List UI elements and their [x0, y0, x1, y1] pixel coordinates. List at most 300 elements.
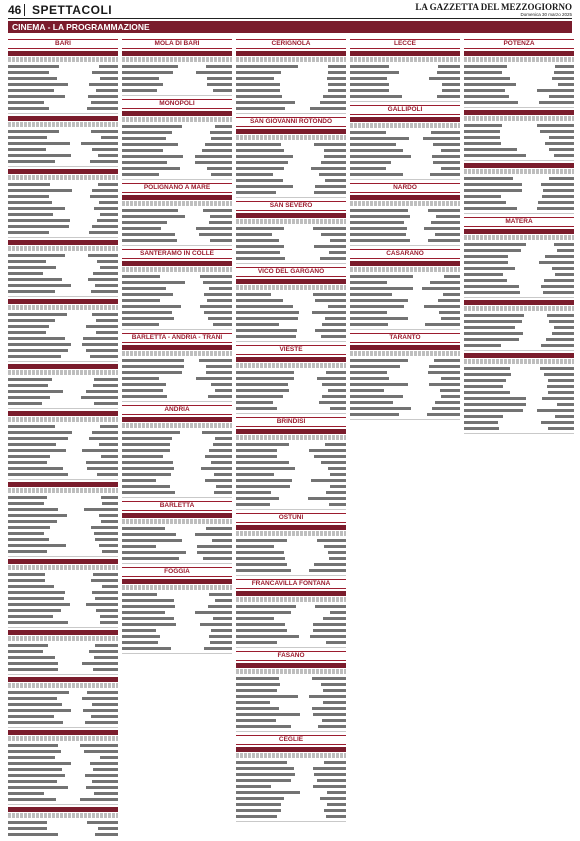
city-heading: MATERA — [464, 217, 574, 227]
showtimes — [444, 275, 460, 278]
showtimes — [547, 385, 574, 388]
film-title — [8, 750, 61, 753]
divider — [8, 804, 118, 805]
cinema-address — [464, 116, 574, 121]
showtime-row — [8, 720, 118, 725]
divider — [8, 113, 118, 114]
divider — [8, 627, 118, 628]
film-title — [236, 797, 284, 800]
divider — [122, 563, 232, 564]
showtime-row — [8, 135, 118, 140]
film-title — [8, 833, 58, 836]
film-title — [122, 155, 183, 158]
showtimes — [329, 557, 346, 560]
showtimes — [95, 284, 118, 287]
city-heading: FRANCAVILLA FONTANA — [236, 579, 346, 589]
film-title — [122, 647, 171, 650]
showtimes — [317, 377, 346, 380]
cinema-address — [8, 175, 118, 180]
showtimes — [325, 443, 346, 446]
showtime-row — [236, 172, 346, 177]
showtimes — [424, 227, 460, 230]
film-title — [464, 201, 506, 204]
showtimes — [549, 177, 574, 180]
showtimes — [313, 767, 346, 770]
film-title — [236, 491, 271, 494]
divider — [8, 237, 118, 238]
showtimes — [94, 378, 118, 381]
showtimes — [89, 83, 118, 86]
showtime-row — [8, 649, 118, 654]
showtimes — [213, 89, 232, 92]
divider — [236, 509, 346, 510]
showtime-row — [122, 280, 232, 285]
showtime-row — [8, 460, 118, 465]
film-title — [122, 287, 166, 290]
showtime-row — [122, 172, 232, 177]
film-title — [8, 538, 49, 541]
film-title — [464, 101, 518, 104]
showtime-row — [464, 325, 574, 330]
showtimes — [99, 443, 118, 446]
cinema-address — [464, 306, 574, 311]
showtimes — [86, 461, 118, 464]
showtimes — [208, 605, 232, 608]
showtimes — [311, 167, 346, 170]
film-title — [464, 267, 515, 270]
showtimes — [92, 71, 118, 74]
film-title — [236, 191, 276, 194]
showtimes — [93, 768, 118, 771]
showtimes — [203, 557, 232, 560]
showtime-row — [464, 420, 574, 425]
cinema-name-bar — [350, 117, 460, 122]
film-title — [8, 526, 50, 529]
showtime-row — [122, 124, 232, 129]
film-title — [122, 383, 166, 386]
showtimes — [212, 539, 232, 542]
showtime-row — [8, 194, 118, 199]
showtime-row — [8, 749, 118, 754]
showtimes — [423, 137, 460, 140]
divider — [236, 731, 346, 732]
showtimes — [195, 155, 232, 158]
showtime-row — [464, 194, 574, 199]
showtimes — [206, 527, 232, 530]
showtime-row — [8, 159, 118, 164]
divider — [8, 361, 118, 362]
showtime-row — [8, 94, 118, 99]
divider — [236, 413, 346, 414]
showtime-row — [8, 820, 118, 825]
film-title — [236, 401, 273, 404]
showtime-row — [236, 484, 346, 489]
film-title — [8, 550, 47, 553]
cinema-address — [464, 169, 574, 174]
divider — [464, 350, 574, 351]
cinema-address — [236, 57, 346, 62]
film-title — [236, 161, 288, 164]
film-title — [464, 367, 510, 370]
showtime-row — [8, 318, 118, 323]
showtimes — [328, 305, 346, 308]
showtimes — [315, 605, 346, 608]
showtime-row — [8, 643, 118, 648]
showtimes — [211, 383, 232, 386]
showtimes — [96, 319, 118, 322]
film-title — [350, 389, 384, 392]
film-title — [122, 539, 182, 542]
showtimes — [441, 377, 460, 380]
film-title — [122, 593, 157, 596]
film-title — [236, 167, 284, 170]
showtime-row — [236, 724, 346, 729]
showtimes — [83, 337, 118, 340]
listing-column — [350, 36, 460, 836]
film-title — [464, 136, 500, 139]
film-title — [236, 233, 272, 236]
showtimes — [322, 383, 346, 386]
film-title — [122, 317, 174, 320]
showtimes — [548, 427, 574, 430]
showtime-row — [236, 292, 346, 297]
city-heading: CASARANO — [350, 249, 460, 259]
film-title — [8, 821, 47, 824]
showtimes — [328, 467, 346, 470]
cinema-address — [8, 305, 118, 310]
showtime-row — [350, 310, 460, 315]
showtimes — [86, 349, 118, 352]
showtimes — [427, 413, 460, 416]
film-title — [8, 544, 66, 547]
showtimes — [554, 243, 574, 246]
showtimes — [101, 455, 118, 458]
showtime-row — [236, 94, 346, 99]
showtime-row — [236, 154, 346, 159]
cinema-name-bar — [8, 807, 118, 812]
film-title — [8, 195, 49, 198]
cinema-name-bar — [122, 417, 232, 422]
showtime-row — [236, 400, 346, 405]
showtimes — [309, 695, 346, 698]
showtime-row — [236, 490, 346, 495]
cinema-address — [122, 519, 232, 524]
showtimes — [328, 89, 346, 92]
showtimes — [312, 311, 346, 314]
showtimes — [91, 715, 118, 718]
showtimes — [549, 95, 574, 98]
showtime-row — [236, 64, 346, 69]
showtime-row — [8, 537, 118, 542]
showtimes — [94, 532, 118, 535]
cinema-address — [8, 736, 118, 741]
film-title — [122, 275, 160, 278]
showtimes — [86, 390, 118, 393]
cinema-name-bar — [8, 169, 118, 174]
showtime-row — [236, 82, 346, 87]
cinema-name-bar — [236, 663, 346, 668]
cinema-address — [8, 636, 118, 641]
divider — [236, 821, 346, 822]
cinema-name-bar — [122, 345, 232, 350]
showtime-row — [236, 166, 346, 171]
divider — [464, 160, 574, 161]
showtimes — [325, 317, 346, 320]
showtimes — [92, 148, 118, 151]
showtime-row — [122, 604, 232, 609]
showtimes — [443, 293, 460, 296]
showtimes — [215, 389, 232, 392]
showtimes — [545, 255, 574, 258]
showtime-row — [122, 88, 232, 93]
showtime-row — [350, 382, 460, 387]
showtime-row — [8, 466, 118, 471]
showtime-row — [122, 478, 232, 483]
showtimes — [95, 833, 118, 836]
film-title — [236, 461, 289, 464]
film-title — [8, 792, 44, 795]
film-title — [8, 213, 53, 216]
showtimes — [321, 335, 346, 338]
showtimes — [87, 821, 118, 824]
showtimes — [87, 467, 118, 470]
film-title — [8, 83, 68, 86]
film-title — [122, 455, 163, 458]
showtimes — [326, 371, 346, 374]
showtimes — [329, 503, 346, 506]
showtime-row — [8, 442, 118, 447]
film-title — [350, 173, 403, 176]
showtimes — [434, 359, 460, 362]
film-title — [236, 83, 280, 86]
cinema-name-bar — [236, 51, 346, 56]
cinema-address — [8, 122, 118, 127]
film-title — [236, 707, 279, 710]
showtime-row — [236, 688, 346, 693]
film-title — [8, 225, 69, 228]
showtimes — [93, 573, 118, 576]
showtime-row — [8, 88, 118, 93]
showtimes — [200, 623, 232, 626]
showtime-row — [8, 661, 118, 666]
film-title — [122, 605, 175, 608]
showtimes — [199, 359, 232, 362]
showtimes — [91, 101, 118, 104]
divider — [464, 107, 574, 108]
film-title — [236, 305, 293, 308]
cinema-name-bar — [8, 482, 118, 487]
film-title — [350, 281, 387, 284]
showtimes — [92, 431, 118, 434]
film-title — [8, 107, 49, 110]
showtime-row — [350, 388, 460, 393]
showtime-row — [236, 442, 346, 447]
showtimes — [552, 332, 574, 335]
showtime-row — [350, 166, 460, 171]
showtimes — [215, 125, 232, 128]
film-title — [350, 323, 388, 326]
showtimes — [97, 260, 118, 263]
film-title — [464, 273, 503, 276]
showtimes — [205, 143, 232, 146]
film-title — [8, 715, 54, 718]
city-heading: FASANO — [236, 651, 346, 661]
showtime-row — [350, 208, 460, 213]
film-title — [8, 189, 72, 192]
showtime-row — [350, 394, 460, 399]
cinema-name-bar — [8, 51, 118, 56]
showtime-row — [464, 153, 574, 158]
showtime-row — [122, 466, 232, 471]
showtime-row — [8, 206, 118, 211]
film-title — [122, 233, 175, 236]
film-title — [8, 272, 43, 275]
page-header — [8, 2, 572, 19]
showtimes — [541, 344, 574, 347]
film-title — [8, 130, 59, 133]
divider — [122, 95, 232, 96]
showtime-row — [122, 142, 232, 147]
showtimes — [548, 391, 574, 394]
film-title — [8, 656, 55, 659]
showtime-row — [122, 634, 232, 639]
showtime-row — [236, 640, 346, 645]
film-title — [350, 143, 396, 146]
showtime-row — [122, 376, 232, 381]
film-title — [122, 533, 176, 536]
film-title — [464, 391, 510, 394]
showtime-row — [8, 188, 118, 193]
film-title — [236, 299, 283, 302]
showtimes — [328, 389, 346, 392]
cinema-address — [350, 123, 460, 128]
film-title — [236, 713, 300, 716]
film-title — [236, 773, 295, 776]
film-title — [464, 255, 508, 258]
film-title — [8, 89, 54, 92]
showtimes — [543, 189, 574, 192]
film-title — [122, 173, 159, 176]
showtime-row — [350, 298, 460, 303]
film-title — [350, 65, 389, 68]
showtimes — [87, 691, 118, 694]
showtime-row — [236, 106, 346, 111]
showtimes — [211, 173, 232, 176]
showtimes — [315, 299, 346, 302]
film-title — [122, 83, 163, 86]
showtime-row — [8, 785, 118, 790]
showtime-row — [350, 322, 460, 327]
showtimes — [97, 219, 118, 222]
showtime-row — [236, 562, 346, 567]
cinema-name-bar — [8, 240, 118, 245]
film-title — [122, 131, 172, 134]
city-heading: SANTERAMO IN COLLE — [122, 249, 232, 259]
showtime-row — [464, 366, 574, 371]
showtimes — [206, 65, 232, 68]
showtime-row — [122, 286, 232, 291]
film-title — [122, 149, 163, 152]
film-title — [236, 497, 279, 500]
showtime-row — [236, 604, 346, 609]
city-heading: BARLETTA — [122, 501, 232, 511]
showtimes — [537, 409, 574, 412]
film-title — [8, 579, 45, 582]
showtimes — [429, 77, 460, 80]
showtime-row — [8, 655, 118, 660]
showtime-row — [350, 238, 460, 243]
showtime-row — [236, 328, 346, 333]
showtimes — [85, 774, 118, 777]
film-title — [236, 329, 297, 332]
showtimes — [101, 136, 118, 139]
cinema-name-bar — [8, 116, 118, 121]
showtime-row — [8, 501, 118, 506]
cinema-name-bar — [236, 747, 346, 752]
showtimes — [100, 756, 118, 759]
showtime-row — [8, 271, 118, 276]
listing-column — [122, 36, 232, 836]
showtimes — [199, 233, 232, 236]
cinema-address — [236, 669, 346, 674]
showtime-row — [8, 70, 118, 75]
showtimes — [80, 744, 118, 747]
showtime-row — [8, 324, 118, 329]
showtime-row — [236, 370, 346, 375]
showtime-row — [350, 292, 460, 297]
film-title — [236, 311, 299, 314]
showtimes — [315, 185, 346, 188]
film-title — [236, 635, 299, 638]
film-title — [8, 278, 62, 281]
showtime-row — [464, 337, 574, 342]
showtime-row — [464, 408, 574, 413]
showtime-row — [350, 412, 460, 417]
showtimes — [320, 101, 346, 104]
film-title — [464, 154, 526, 157]
film-title — [122, 323, 159, 326]
showtime-row — [122, 232, 232, 237]
cinema-address — [122, 267, 232, 272]
showtimes — [93, 668, 118, 671]
film-title — [236, 539, 287, 542]
film-title — [8, 615, 53, 618]
film-title — [122, 449, 170, 452]
film-title — [464, 249, 521, 252]
film-title — [350, 359, 408, 362]
cinema-name-bar — [8, 299, 118, 304]
showtime-row — [8, 779, 118, 784]
showtimes — [539, 261, 574, 264]
showtime-row — [8, 578, 118, 583]
showtime-row — [236, 628, 346, 633]
showtime-row — [122, 616, 232, 621]
showtime-row — [8, 82, 118, 87]
film-title — [8, 160, 55, 163]
showtimes — [548, 379, 574, 382]
showtime-row — [350, 214, 460, 219]
showtimes — [101, 520, 118, 523]
showtime-row — [350, 172, 460, 177]
showtimes — [97, 473, 118, 476]
cinema-name-bar — [122, 579, 232, 584]
showtime-row — [464, 206, 574, 211]
film-title — [122, 125, 182, 128]
cinema-address — [8, 370, 118, 375]
city-heading: BRINDISI — [236, 417, 346, 427]
divider — [350, 179, 460, 180]
showtime-row — [8, 212, 118, 217]
